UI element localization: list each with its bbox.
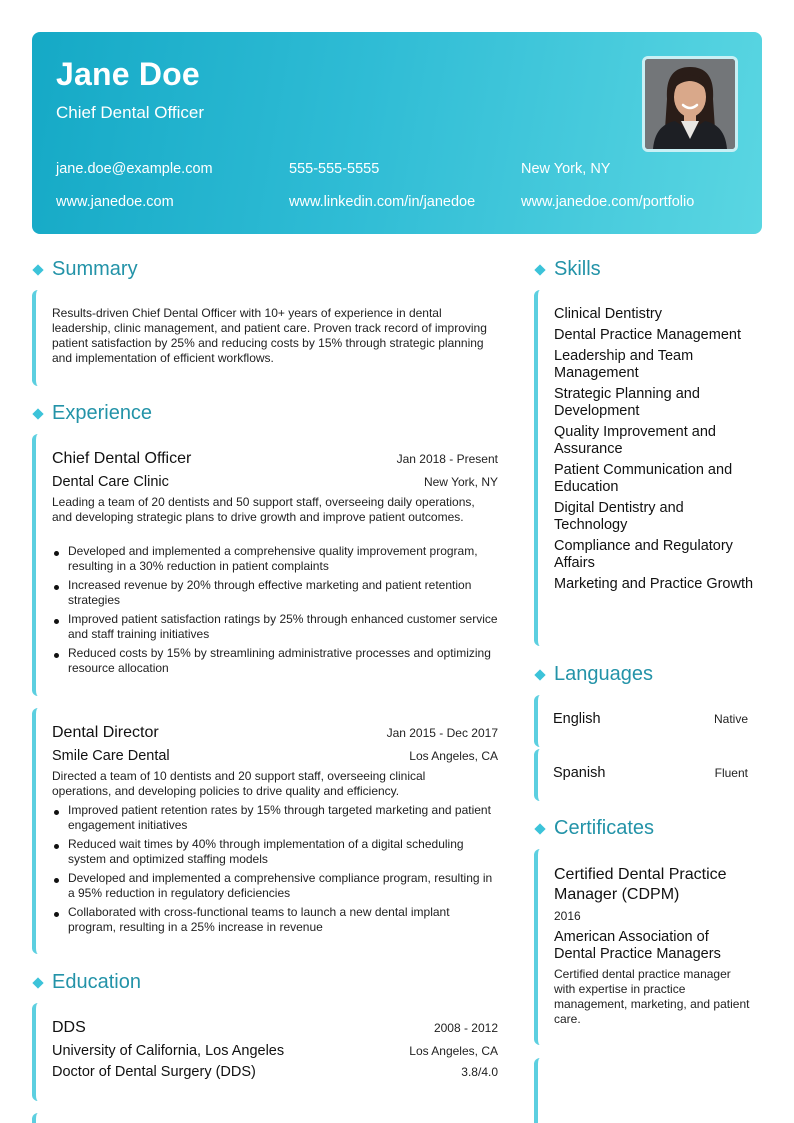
portfolio-link[interactable]: www.janedoe.com/portfolio — [521, 194, 695, 210]
job-dates: Jan 2015 - Dec 2017 — [386, 726, 498, 740]
education-heading-label: Education — [52, 971, 141, 993]
list-item: Collaborated with cross-functional teams to launch a new dental implant program, resulting in a 25% increase in revenue — [52, 905, 498, 935]
certificates-heading-label: Certificates — [554, 817, 655, 839]
certificate-issuer: American Association of Dental Practice Managers — [554, 929, 721, 962]
list-item: Improved patient satisfaction ratings by 25% through enhanced customer service and staff training initiatives — [52, 612, 498, 642]
candidate-title: Chief Dental Officer — [56, 103, 205, 122]
skill-item: Clinical Dentistry — [554, 306, 662, 322]
list-item: Reduced costs by 15% by streamlining administrative processes and optimizing resource allocation — [52, 646, 498, 676]
language-name: English — [553, 711, 601, 727]
skill-item: Marketing and Practice Growth — [554, 576, 754, 592]
certificates-heading — [534, 817, 654, 840]
job-location: Los Angeles, CA — [409, 749, 498, 763]
skill-item: Quality Improvement and Assurance — [554, 424, 716, 457]
job-location: New York, NY — [423, 475, 498, 489]
skill-item: Digital Dentistry and Technology — [554, 500, 684, 533]
job-company: Smile Care Dental — [52, 748, 170, 764]
diamond-bullet-icon — [534, 823, 545, 834]
certificate-description: Certified dental practice manager with expertise in practice management, marketing, and patient care. — [554, 967, 750, 1026]
list-item: Increased revenue by 20% through effective marketing and patient retention strategies — [52, 578, 498, 608]
language-name: Spanish — [553, 765, 606, 781]
skill-item: Compliance and Regulatory Affairs — [554, 538, 733, 571]
list-item: Developed and implemented a comprehensive quality improvement program, resulting in a 30% reduction in patient complaints — [52, 544, 498, 574]
school-name: University of California, Los Angeles — [52, 1043, 285, 1059]
website-link[interactable]: www.janedoe.com — [56, 194, 174, 210]
job-description: Leading a team of 20 dentists and 50 support staff, overseeing daily operations, and developing strategic plans to drive growth and improve patient outcomes. — [52, 495, 475, 524]
experience-heading-label: Experience — [52, 402, 153, 424]
job-2-bullets — [52, 803, 498, 939]
school-location: Los Angeles, CA — [409, 1044, 498, 1058]
skills-heading — [534, 258, 601, 281]
language-card-1 — [534, 695, 760, 747]
languages-heading — [534, 663, 653, 686]
certificate-year: 2016 — [554, 909, 581, 923]
diamond-bullet-icon — [534, 264, 545, 275]
skills-card — [534, 290, 760, 646]
diamond-bullet-icon — [534, 669, 545, 680]
education-card — [32, 1003, 498, 1101]
job-2-company-row — [52, 748, 498, 764]
summary-card — [32, 290, 498, 386]
job-description: Directed a team of 10 dentists and 20 support staff, overseeing clinical operations, and developing policies to drive quality and efficiency. — [52, 769, 426, 798]
summary-heading — [32, 258, 138, 281]
diamond-bullet-icon — [32, 408, 43, 419]
certificate-name: Certified Dental Practice Manager (CDPM) — [554, 866, 727, 903]
experience-card-2 — [32, 708, 498, 954]
language-level: Fluent — [714, 766, 748, 780]
education-heading — [32, 971, 141, 994]
job-1-company-row — [52, 474, 498, 490]
profile-photo — [642, 56, 738, 152]
language-card-2 — [534, 749, 760, 801]
gpa: 3.8/4.0 — [461, 1065, 498, 1079]
skill-item: Leadership and Team Management — [554, 348, 694, 381]
language-level: Native — [713, 712, 748, 726]
language-row — [538, 711, 760, 727]
job-2-title-row — [52, 724, 498, 742]
job-1-bullets — [52, 544, 498, 680]
email-link[interactable]: jane.doe@example.com — [56, 161, 213, 177]
list-item: Improved patient retention rates by 15% through targeted marketing and patient engagement initiatives — [52, 803, 498, 833]
job-1-title-row — [52, 450, 498, 468]
degree-row — [52, 1019, 498, 1037]
linkedin-link[interactable]: www.linkedin.com/in/janedoe — [289, 194, 476, 210]
summary-text: Results-driven Chief Dental Officer with 10+ years of experience in dental leadership, clinic management, and patient care. Proven track record of improving patient satisfaction by 25% and reducing costs by 15% through strategic planning and implementation of efficient workflows. — [52, 306, 487, 365]
job-company: Dental Care Clinic — [52, 474, 169, 490]
skill-item: Dental Practice Management — [554, 327, 741, 343]
location-text: New York, NY — [521, 161, 611, 177]
language-row — [538, 765, 760, 781]
education-dates: 2008 - 2012 — [433, 1021, 498, 1035]
profile-photo-image — [645, 59, 735, 149]
job-title: Dental Director — [52, 724, 159, 741]
certificate-entry — [554, 865, 754, 1027]
list-item: Reduced wait times by 40% through implementation of a digital scheduling system and optimized staffing models — [52, 837, 498, 867]
resume-header — [32, 32, 762, 234]
diamond-bullet-icon — [32, 264, 43, 275]
skills-heading-label: Skills — [554, 258, 601, 280]
school-row — [52, 1043, 498, 1059]
diamond-bullet-icon — [32, 977, 43, 988]
phone-number[interactable]: 555-555-5555 — [289, 161, 380, 177]
skill-item: Strategic Planning and Development — [554, 386, 700, 419]
job-title: Chief Dental Officer — [52, 450, 192, 467]
experience-heading — [32, 402, 152, 425]
certificate-card — [534, 849, 760, 1045]
experience-card-1 — [32, 434, 498, 696]
languages-heading-label: Languages — [554, 663, 653, 685]
candidate-name: Jane Doe — [56, 56, 200, 92]
education-card-continued — [32, 1113, 498, 1123]
degree: DDS — [52, 1019, 86, 1036]
field-row — [52, 1064, 498, 1080]
list-item: Developed and implemented a comprehensive compliance program, resulting in a 95% reduction in regulatory deficiencies — [52, 871, 498, 901]
field-of-study: Doctor of Dental Surgery (DDS) — [52, 1064, 256, 1080]
job-dates: Jan 2018 - Present — [396, 452, 498, 466]
skills-list — [554, 306, 754, 597]
certificate-card-continued — [534, 1058, 760, 1123]
summary-heading-label: Summary — [52, 258, 138, 280]
skill-item: Patient Communication and Education — [554, 462, 733, 495]
